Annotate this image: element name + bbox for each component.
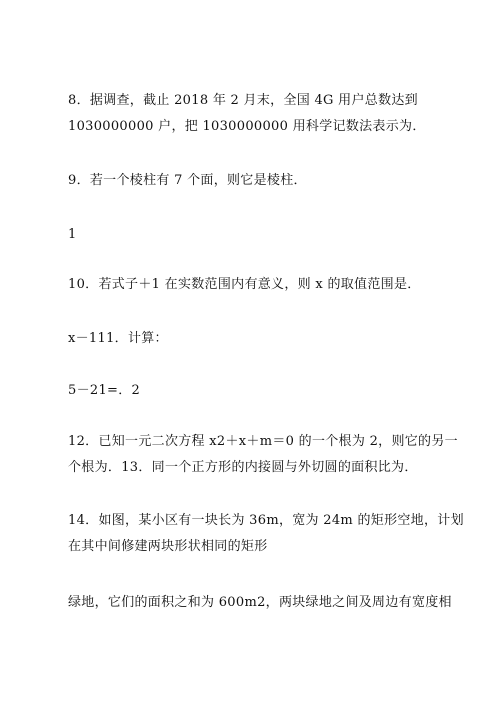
fragment-line: 1 (68, 227, 77, 242)
question-8-line-1: 8．据调查，截止 2018 年 2 月末，全国 4G 用户总数达到 (68, 93, 418, 108)
question-14-line-1: 14．如图，某小区有一块长为 36m，宽为 24m 的矩形空地，计划 (68, 513, 464, 528)
question-12-line-1: 12．已知一元二次方程 x2＋x＋m＝0 的一个根为 2，则它的另一 (68, 434, 458, 449)
question-8-line-2: 1030000000 户，把 1030000000 用科学记数法表示为． (68, 119, 426, 134)
question-14-line-3: 绿地，它们的面积之和为 600m2，两块绿地之间及周边有宽度相 (68, 595, 452, 610)
expression-line: 5－21=．2 (68, 383, 141, 398)
question-10-line: 10．若式子＋1 在实数范围内有意义，则 x 的取值范围是． (68, 277, 421, 292)
question-14-line-2: 在其中间修建两块形状相同的矩形 (68, 539, 268, 554)
question-11-line: x－111．计算： (68, 331, 168, 346)
question-12-13-line: 个根为．13．同一个正方形的内接圆与外切圆的面积比为． (68, 460, 418, 475)
question-9-line: 9．若一个棱柱有 7 个面，则它是棱柱． (68, 173, 307, 188)
